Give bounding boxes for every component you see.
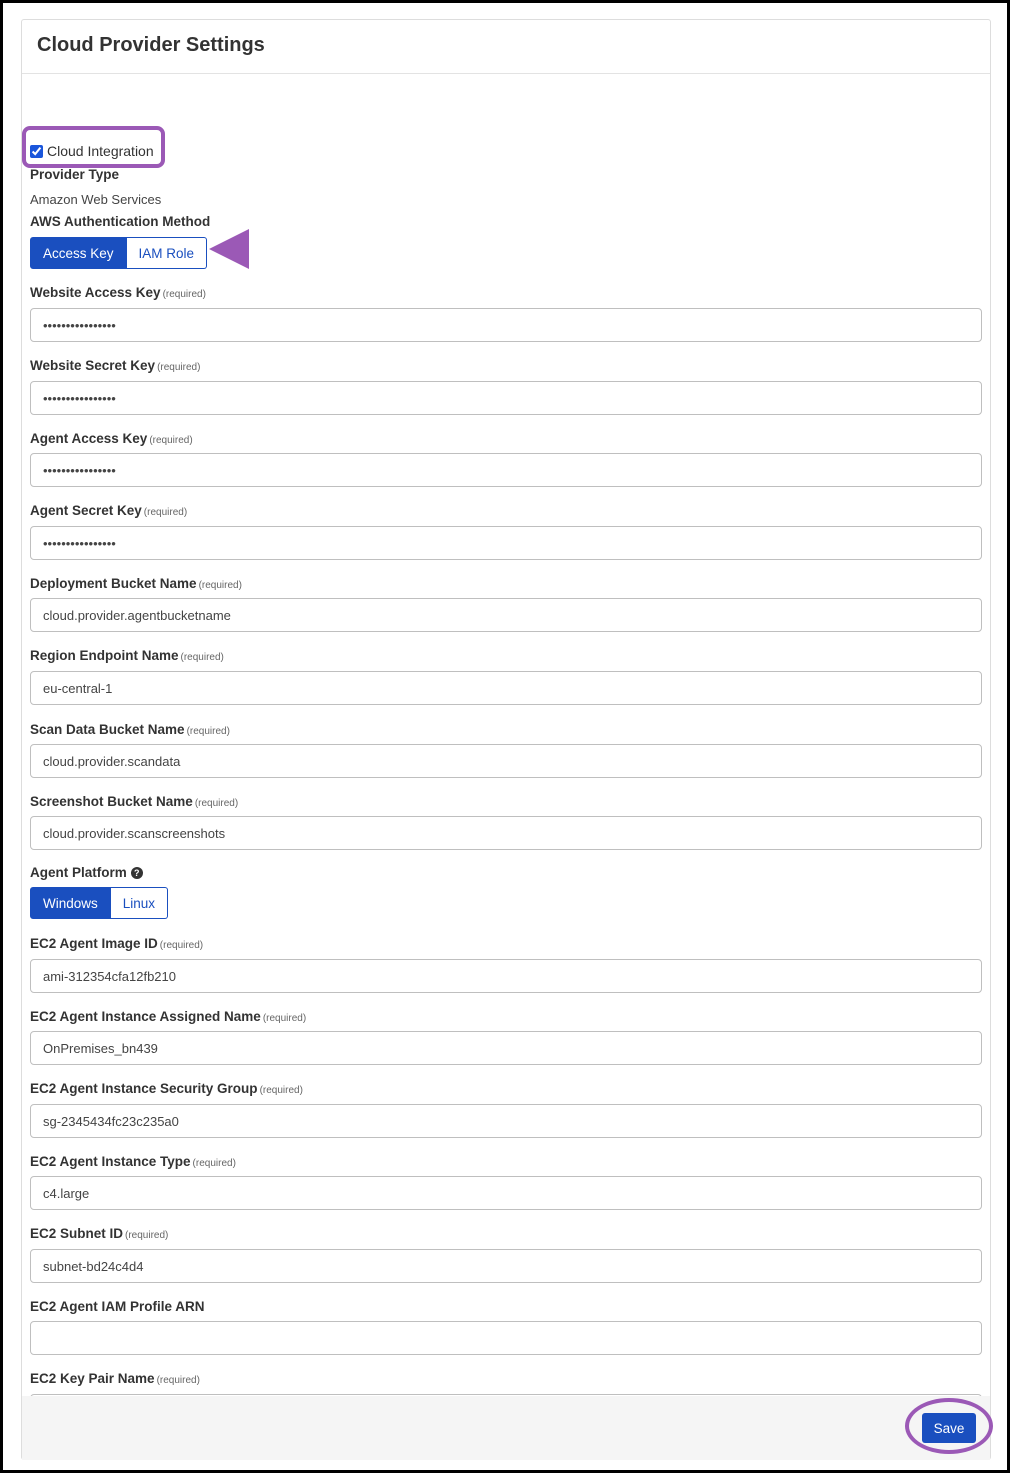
ec2-instance-type-input[interactable] bbox=[30, 1176, 982, 1210]
deployment-bucket-input[interactable] bbox=[30, 598, 982, 632]
agent-secret-key-input[interactable] bbox=[30, 526, 982, 560]
ec2-instance-name-input[interactable] bbox=[30, 1031, 982, 1065]
windows-button[interactable]: Windows bbox=[30, 887, 111, 919]
card-footer bbox=[22, 1396, 990, 1460]
agent-access-key-label: Agent Access Key (required) bbox=[30, 431, 193, 446]
help-icon[interactable]: ? bbox=[131, 867, 143, 879]
screenshot-bucket-label: Screenshot Bucket Name (required) bbox=[30, 794, 239, 809]
ec2-security-group-label: EC2 Agent Instance Security Group (required) bbox=[30, 1081, 303, 1096]
deployment-bucket-label: Deployment Bucket Name (required) bbox=[30, 576, 242, 591]
ec2-iam-profile-label: EC2 Agent IAM Profile ARN bbox=[30, 1299, 205, 1314]
linux-button[interactable]: Linux bbox=[111, 887, 168, 919]
agent-platform-label: Agent Platform ? bbox=[30, 865, 143, 880]
agent-secret-key-label: Agent Secret Key (required) bbox=[30, 503, 188, 518]
ec2-image-id-label: EC2 Agent Image ID (required) bbox=[30, 936, 204, 951]
ec2-subnet-id-input[interactable] bbox=[30, 1249, 982, 1283]
website-access-key-label: Website Access Key (required) bbox=[30, 285, 206, 300]
cloud-integration-checkbox[interactable] bbox=[30, 145, 43, 158]
pointer-arrow-icon bbox=[209, 229, 249, 269]
website-secret-key-label: Website Secret Key (required) bbox=[30, 358, 201, 373]
screenshot-bucket-input[interactable] bbox=[30, 816, 982, 850]
scan-data-bucket-label: Scan Data Bucket Name (required) bbox=[30, 722, 230, 737]
ec2-image-id-input[interactable] bbox=[30, 959, 982, 993]
provider-type-label: Provider Type bbox=[30, 167, 120, 182]
scan-data-bucket-input[interactable] bbox=[30, 744, 982, 778]
auth-method-label: AWS Authentication Method bbox=[30, 214, 211, 229]
access-key-button[interactable]: Access Key bbox=[30, 237, 127, 269]
ec2-instance-name-label: EC2 Agent Instance Assigned Name (required) bbox=[30, 1009, 307, 1024]
ec2-security-group-input[interactable] bbox=[30, 1104, 982, 1138]
page-title: Cloud Provider Settings bbox=[37, 34, 265, 56]
settings-card bbox=[21, 19, 991, 1460]
website-secret-key-input[interactable] bbox=[30, 381, 982, 415]
card-header bbox=[22, 20, 990, 74]
cloud-integration-label: Cloud Integration bbox=[47, 143, 154, 159]
provider-type-value: Amazon Web Services bbox=[30, 192, 162, 207]
auth-method-toggle bbox=[30, 237, 207, 269]
ec2-instance-type-label: EC2 Agent Instance Type (required) bbox=[30, 1154, 236, 1169]
iam-role-button[interactable]: IAM Role bbox=[127, 237, 208, 269]
ec2-subnet-id-label: EC2 Subnet ID (required) bbox=[30, 1226, 169, 1241]
agent-platform-toggle bbox=[30, 887, 168, 919]
agent-access-key-input[interactable] bbox=[30, 453, 982, 487]
region-endpoint-input[interactable] bbox=[30, 671, 982, 705]
ec2-iam-profile-input[interactable] bbox=[30, 1321, 982, 1355]
website-access-key-input[interactable] bbox=[30, 308, 982, 342]
save-button[interactable]: Save bbox=[922, 1413, 976, 1443]
cloud-integration-toggle[interactable] bbox=[30, 143, 154, 159]
ec2-key-pair-label: EC2 Key Pair Name (required) bbox=[30, 1371, 200, 1386]
region-endpoint-label: Region Endpoint Name (required) bbox=[30, 648, 224, 663]
